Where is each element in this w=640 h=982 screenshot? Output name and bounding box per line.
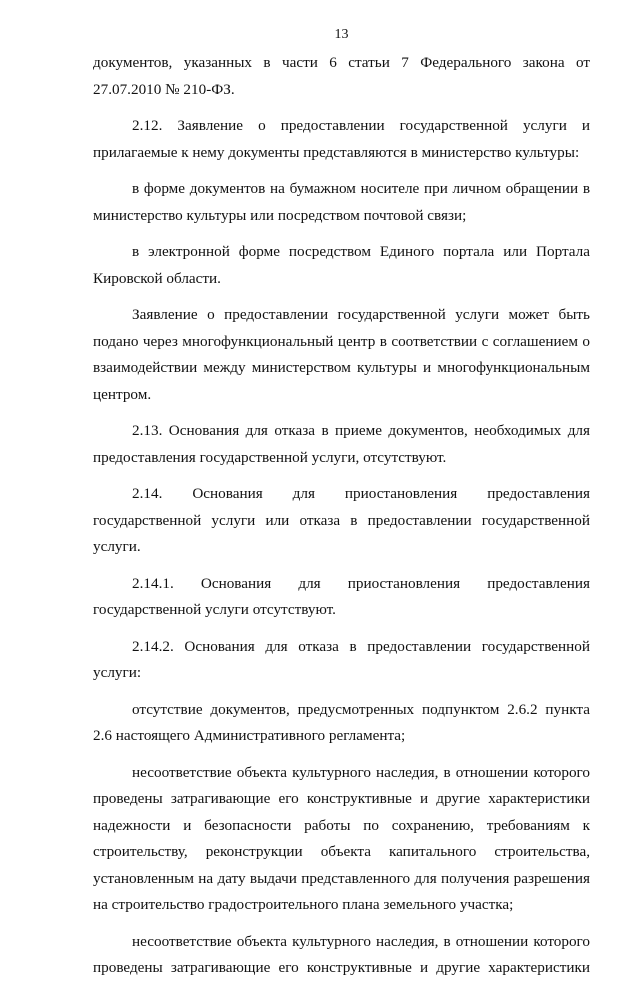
paragraph-2-14-2: 2.14.2. Основания для отказа в предоставлении государственной услуги:: [93, 637, 590, 681]
paragraph-electronic-form: в электронной форме посредством Единого портала или Портала Кировской области.: [93, 243, 590, 287]
paragraph-2-13: 2.13. Основания для отказа в приеме документов, необходимых для предоставления государственной услуги, отсутствуют.: [93, 422, 590, 466]
page-number: 13: [334, 27, 349, 42]
paragraph-2-14: 2.14. Основания для приостановления предоставления государственной услуги или отказа в предоставлении государственной услуги.: [93, 485, 590, 555]
paragraph-nonconformity-2: несоответствие объекта культурного наследия, в отношении которого проведены затрагивающие его конструктивные и другие характеристики: [93, 932, 590, 976]
paragraph-missing-documents: отсутствие документов, предусмотренных подпунктом 2.6.2 пункта 2.6 настоящего Административного регламента;: [93, 700, 590, 744]
paragraph-mfc: Заявление о предоставлении государственной услуги может быть подано через многофункциональный центр в соответствии с соглашением о взаимодействии между министерством культуры и многофункциональным центром.: [93, 306, 590, 403]
paragraph-paper-form: в форме документов на бумажном носителе при личном обращении в министерство культуры или посредством почтовой связи;: [93, 180, 590, 224]
paragraph-2-12: 2.12. Заявление о предоставлении государственной услуги и прилагаемые к нему документы представляются в министерство культуры:: [93, 117, 590, 161]
paragraph-1: документов, указанных в части 6 статьи 7 Федерального закона от 27.07.2010 № 210-ФЗ.: [93, 54, 590, 98]
paragraph-nonconformity-1: несоответствие объекта культурного наследия, в отношении которого проведены затрагивающие его конструктивные и другие характеристики надежности и безопасности работы по сохранению, требованиям к строительству, реконструкции объекта капитального строительства, установленным на дату выдачи представленного для получения разрешения на строительство градостроительного плана земельного участка;: [93, 763, 590, 913]
paragraph-2-14-1: 2.14.1. Основания для приостановления предоставления государственной услуги отсутствуют.: [93, 574, 590, 618]
